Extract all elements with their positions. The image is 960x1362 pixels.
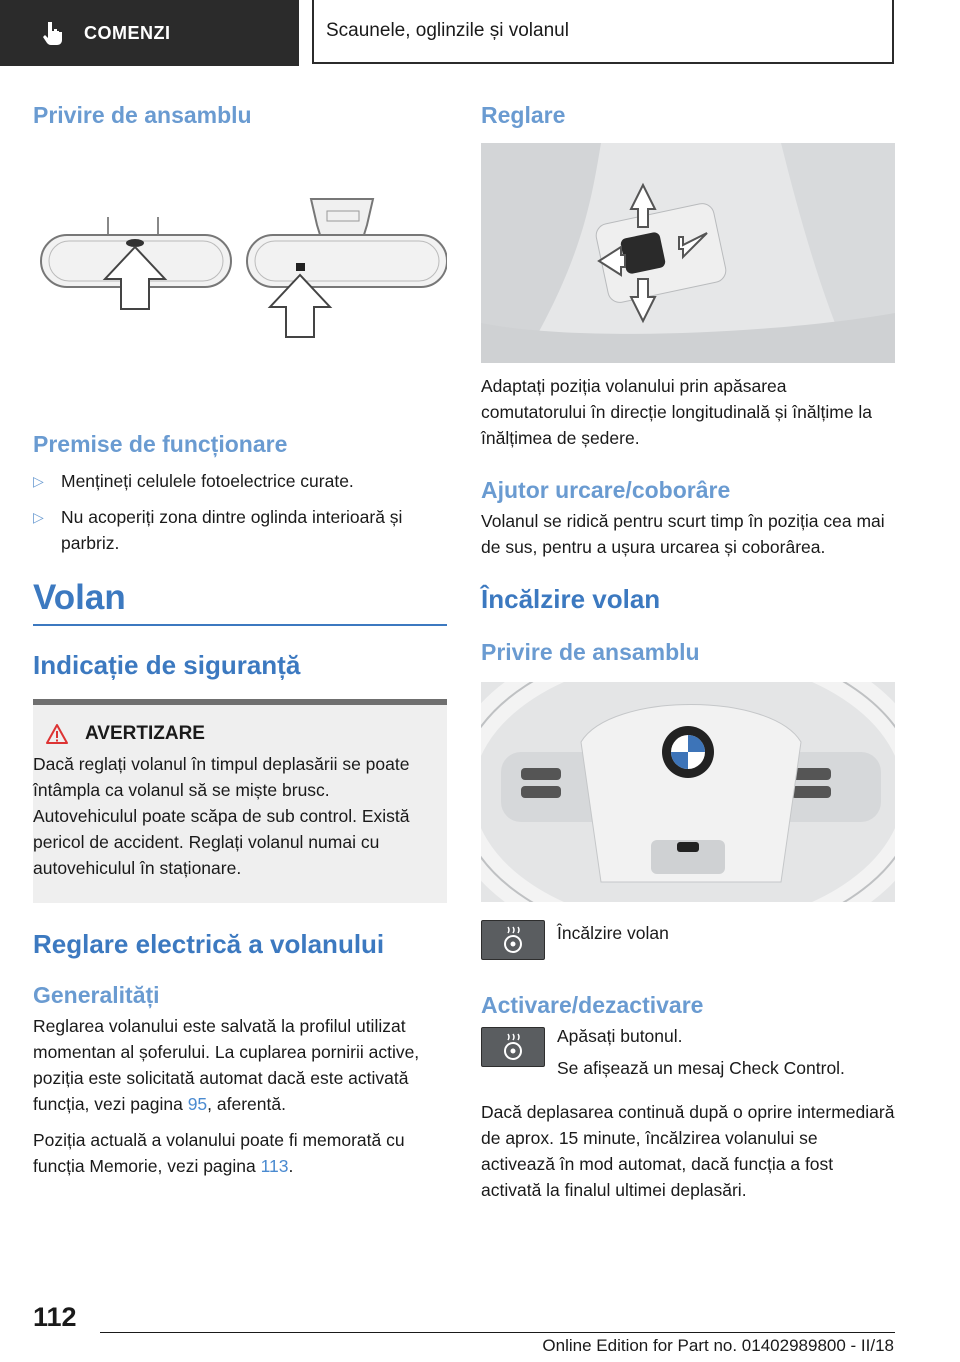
page-link-113[interactable]: 113	[260, 1156, 289, 1176]
steering-column-switch-illustration	[481, 143, 895, 363]
mirror-overview-heading: Privire de ansamblu	[33, 102, 252, 128]
general-heading: Generalități	[33, 982, 160, 1008]
page-header	[0, 0, 960, 66]
page-link-95[interactable]: 95	[187, 1094, 208, 1114]
electric-adjust-heading: Reglare electrică a volanului	[33, 929, 385, 959]
footer-divider	[100, 1332, 895, 1333]
rear-view-mirror-illustration	[33, 179, 447, 379]
steering-wheel-illustration	[481, 682, 895, 902]
volan-title: Volan	[33, 578, 447, 626]
memory-text: Poziția actuală a volanului poate fi memorată cu funcția Memorie, vezi pagina	[33, 1130, 405, 1176]
right-column	[481, 96, 895, 1203]
warning-text: Dacă reglați volanul în timpul deplasării se poate întâmpla ca volanul să se miște brusc. Autovehiculul poate scăpa de sub control. Există pericol de accident. Reglați volanul numai cu autovehiculul în staționare.	[33, 754, 410, 878]
adjust-text: Adaptați poziția volanului prin apăsarea comutatorului în direcție longitudinală și înălțime la înălțimea de ședere.	[481, 376, 873, 448]
warning-box	[33, 699, 447, 903]
general-text: Reglarea volanului este salvată la profilul utilizat momentan al șoferului. La cuplarea pornirii active, poziția este solicitată automat dacă este activată funcția, vezi pagina	[33, 1016, 420, 1114]
bullet-text: Mențineți celulele fotoelectrice curate.	[61, 471, 354, 491]
heating-heading: Încălzire volan	[481, 584, 661, 614]
edition-text: Online Edition for Part no. 01402989800 - II/18	[542, 1336, 894, 1355]
activate-step-2: Se afișează un mesaj Check Control.	[557, 1058, 845, 1078]
steering-heat-button[interactable]	[481, 1027, 545, 1067]
safety-heading: Indicație de siguranță	[33, 650, 301, 680]
activate-step-1: Apăsați butonul.	[557, 1026, 683, 1046]
heated-wheel-glyph-icon	[498, 925, 528, 955]
memory-text-end: .	[288, 1156, 294, 1176]
premise-bullet	[33, 504, 447, 556]
activate-step	[481, 1023, 895, 1081]
entry-aid-text: Volanul se ridică pentru scurt timp în poziția cea mai de sus, pentru a ușura urcarea și coborârea.	[481, 511, 885, 557]
triangle-bullet-icon: ▷	[33, 509, 44, 525]
activate-heading: Activare/dezactivare	[481, 992, 704, 1018]
heating-note: Dacă deplasarea continuă după o oprire intermediară de aprox. 15 minute, încălzirea volanului se activează în mod automat, dacă funcția a fost activată la finalul ultimei deplasări.	[481, 1102, 895, 1200]
triangle-bullet-icon: ▷	[33, 473, 44, 489]
heating-icon-legend	[481, 920, 895, 960]
adjust-heading: Reglare	[481, 102, 566, 128]
section-tab[interactable]	[0, 0, 299, 66]
premise-bullet	[33, 468, 447, 494]
breadcrumb: Scaunele, oglinzile și volanul	[312, 0, 894, 64]
steering-heat-button-icon	[481, 920, 545, 960]
warning-triangle-icon	[45, 723, 69, 745]
left-column	[33, 96, 447, 1179]
heating-icon-label: Încălzire volan	[557, 923, 669, 943]
premise-heading: Premise de funcționare	[33, 431, 288, 457]
entry-aid-heading: Ajutor urcare/coborâre	[481, 477, 731, 503]
warning-label: AVERTIZARE	[85, 723, 205, 744]
general-paragraph	[33, 1013, 447, 1117]
page-number: 112	[33, 1302, 77, 1332]
section-label: COMENZI	[84, 22, 171, 43]
pointing-hand-icon	[40, 20, 66, 46]
heated-wheel-glyph-icon	[498, 1032, 528, 1062]
warning-header	[33, 723, 429, 745]
heating-overview-heading: Privire de ansamblu	[481, 639, 700, 665]
memory-paragraph	[33, 1127, 447, 1179]
activate-steps-text	[557, 1023, 845, 1081]
general-text-end: , aferentă.	[207, 1094, 286, 1114]
bullet-text: Nu acoperiți zona dintre oglinda interioară și parbriz.	[61, 507, 403, 553]
